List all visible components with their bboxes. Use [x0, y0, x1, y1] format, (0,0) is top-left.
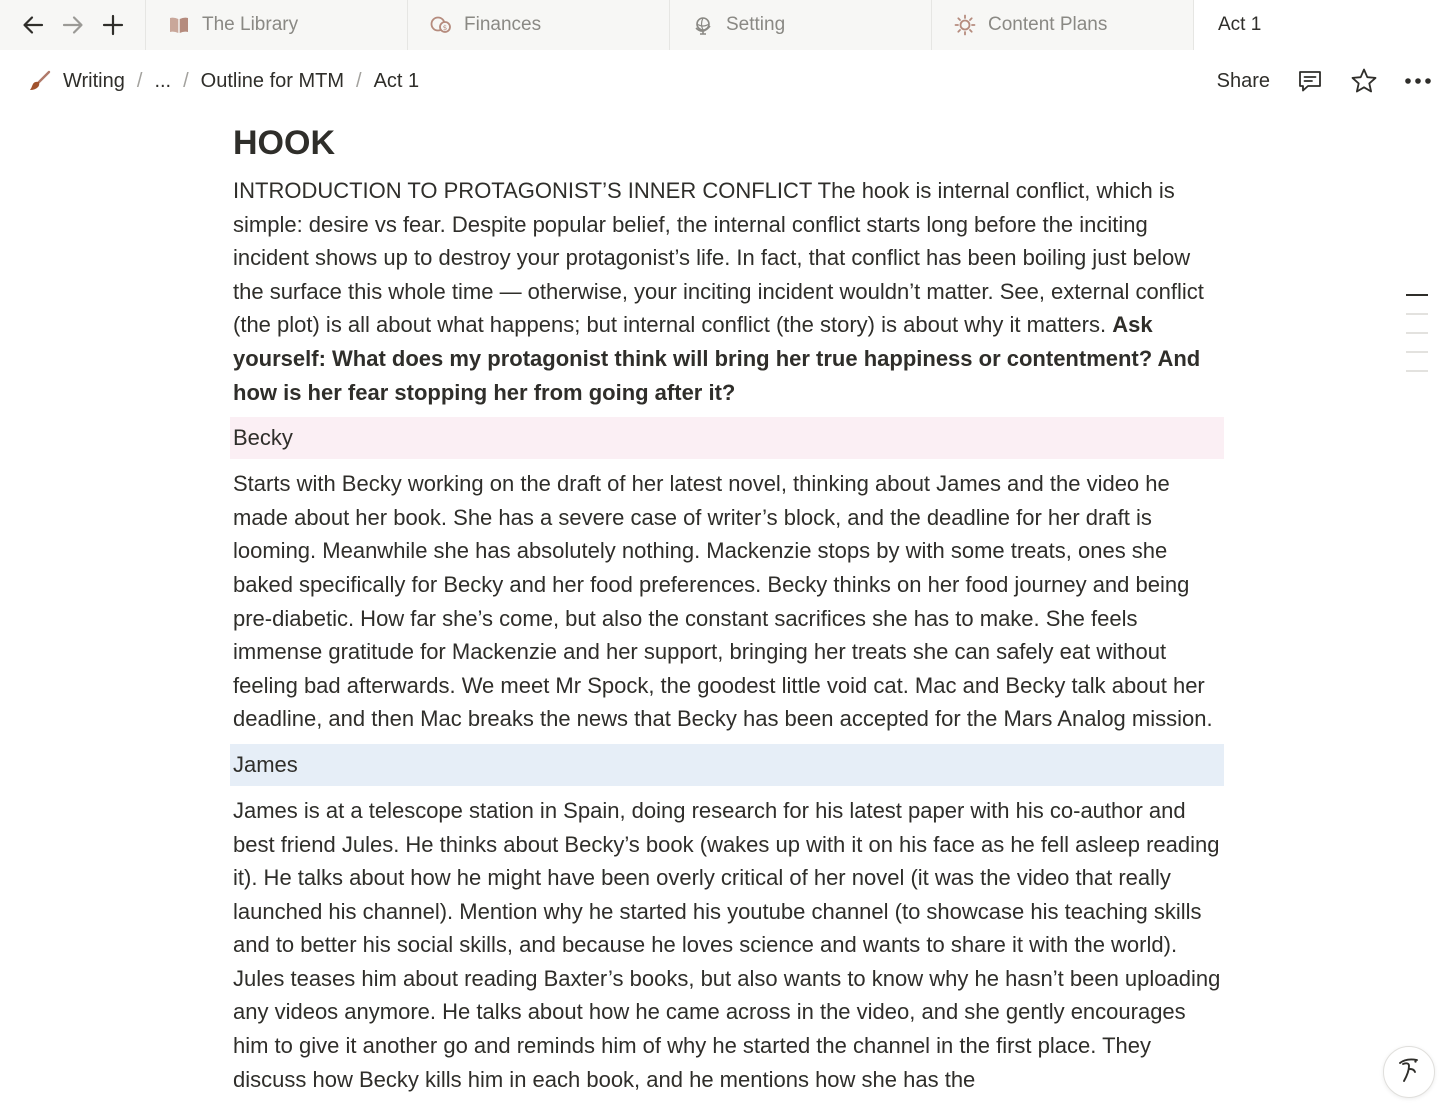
breadcrumb	[0, 69, 419, 93]
tab-label: The Library	[202, 14, 299, 35]
help-glyph-icon	[1396, 1055, 1422, 1090]
breadcrumb-item-outline[interactable]: Outline for MTM	[200, 69, 345, 92]
breadcrumb-item-ellipsis[interactable]: ...	[154, 69, 172, 92]
tab-label: Act 1	[1218, 14, 1262, 35]
coins-icon	[430, 14, 452, 36]
globe-icon	[692, 14, 714, 36]
back-arrow-icon[interactable]	[22, 14, 44, 36]
page-heading: HOOK	[233, 124, 335, 162]
book-icon	[168, 14, 190, 36]
becky-heading: Becky	[233, 425, 293, 451]
forward-arrow-icon[interactable]	[62, 14, 84, 36]
outline-line[interactable]	[1406, 351, 1428, 353]
outline-line[interactable]	[1406, 313, 1428, 315]
tab-label: Content Plans	[988, 14, 1108, 35]
breadcrumb-item-writing[interactable]: Writing	[63, 69, 125, 92]
navigation-buttons	[0, 0, 146, 50]
intro-text: INTRODUCTION TO PROTAGONIST’S INNER CONFLICT The hook is internal conflict, which is simple: desire vs fear. Despite popular belief, the internal conflict starts long before the inciting incident shows up to destroy your protagonist’s life. In fact, that conflict has been boiling just below the surface this whole time — otherwise, your inciting incident wouldn’t matter. See, external conflict (the plot) is all about what happens; but internal conflict (the story) is about why it matters.	[233, 178, 1204, 338]
help-button[interactable]	[1383, 1046, 1435, 1098]
outline-line[interactable]	[1406, 332, 1428, 334]
breadcrumb-item-act-1[interactable]: Act 1	[373, 69, 420, 92]
more-options-icon[interactable]	[1404, 67, 1432, 95]
tab-the-library[interactable]	[146, 0, 408, 50]
outline-line[interactable]	[1406, 370, 1428, 372]
outline-line[interactable]	[1406, 294, 1428, 296]
breadcrumb-separator: /	[136, 69, 143, 92]
james-paragraph[interactable]: James is at a telescope station in Spain, doing research for his latest paper with his co-author and best friend Jules. He thinks about Becky’s book (wakes up with it on his face as he fell asleep reading it). He talks about how he might have been overly critical of her novel (it was the video that really launched his channel). Mention why he started his youtube channel (to showcase his teaching skills and to better his social skills, and because he loves science and wants to share it with the world). Jules teases him about reading Baxter’s books, but also wants to know why he hasn’t been uploading any videos anymore. He talks about how he came across in the video, and she gently encourages him to give it another go and reminds him of why he started the channel in the first place. They discuss how Becky kills him in each book, and he mentions how she has the	[233, 797, 1221, 1092]
intro-paragraph[interactable]	[233, 174, 1225, 409]
intro-question: Ask yourself: What does my protagonist think will bring her true happiness or contentment? And how is her fear stopping her from going after it?	[233, 312, 1201, 405]
paintbrush-icon	[28, 69, 52, 93]
tab-bar	[0, 0, 1456, 50]
new-tab-plus-icon[interactable]	[102, 14, 124, 36]
star-icon[interactable]	[1350, 67, 1378, 95]
becky-callout[interactable]	[230, 417, 1224, 459]
tab-act-1[interactable]	[1194, 0, 1456, 50]
tab-label: Finances	[464, 14, 542, 35]
page-content	[233, 120, 1225, 1096]
page-actions	[1217, 50, 1432, 112]
becky-paragraph[interactable]: Starts with Becky working on the draft of her latest novel, thinking about James and the video he made about her book. She has a severe case of writer’s block, and the deadline for her draft is looming. Meanwhile she has absolutely nothing. Mackenzie stops by with some treats, ones she baked specifically for Becky and her food preferences. Becky thinks on her food journey and being pre-diabetic. How far she’s come, but also the constant sacrifices she has to make. She feels immense gratitude for Mackenzie and her support, bringing her treats she can safely eat without feeling bad afterwards. We meet Mr Spock, the goodest little void cat. Mac and Becky talk about her deadline, and then Mac breaks the news that Becky has been accepted for the Mars Analog mission.	[233, 471, 1213, 732]
share-button[interactable]: Share	[1216, 69, 1270, 92]
sun-icon	[954, 14, 976, 36]
svg-text:$: $	[442, 24, 448, 32]
page-topbar	[0, 50, 1456, 112]
james-heading: James	[233, 751, 298, 777]
tab-content-plans[interactable]	[932, 0, 1194, 50]
breadcrumb-separator: /	[356, 69, 362, 92]
page-outline-minimap[interactable]	[1406, 294, 1428, 389]
james-callout[interactable]	[230, 744, 1224, 786]
tab-label: Setting	[726, 14, 786, 35]
tab-setting[interactable]	[670, 0, 932, 50]
comment-icon[interactable]	[1296, 67, 1324, 95]
tab-finances[interactable]	[408, 0, 670, 50]
breadcrumb-separator: /	[183, 69, 189, 92]
